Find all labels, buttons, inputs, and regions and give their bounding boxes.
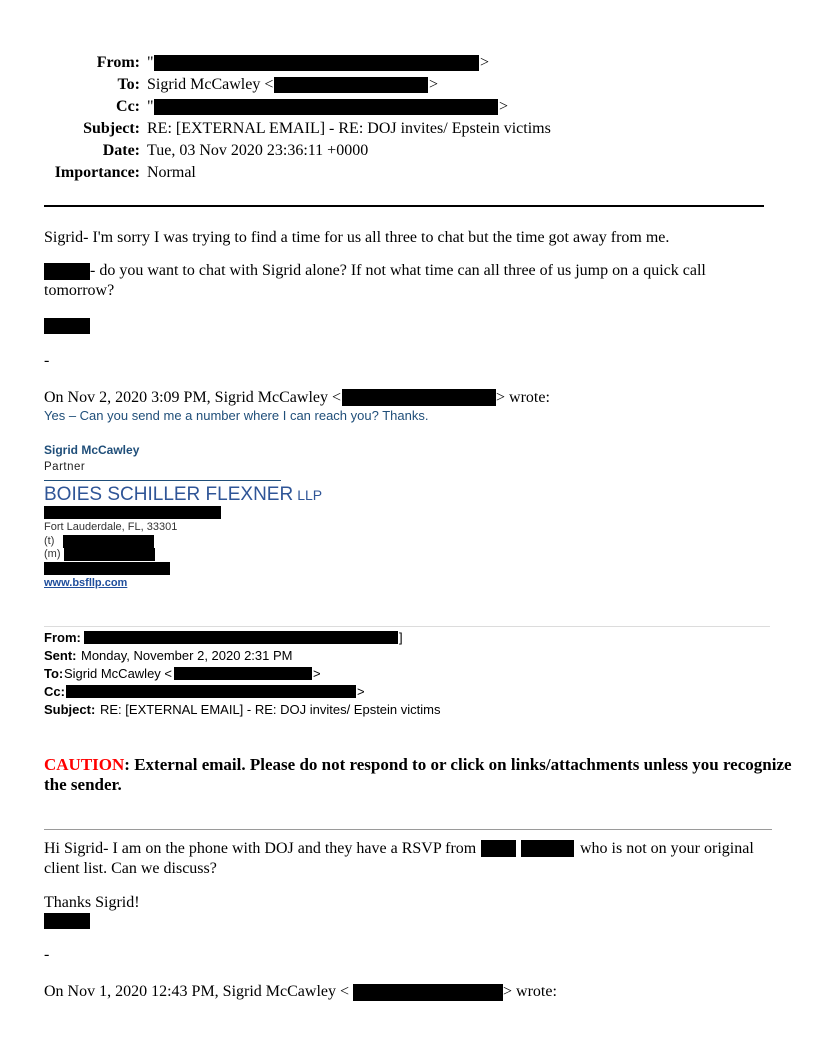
redaction <box>521 840 574 857</box>
redaction <box>44 562 170 575</box>
redaction <box>64 548 155 561</box>
msg2-dash: - <box>44 946 50 963</box>
to-close: > <box>429 76 439 93</box>
fwd-subject-label: Subject: <box>44 702 96 717</box>
fwd-subject-value: RE: [EXTERNAL EMAIL] - RE: DOJ invites/ Epstein victims <box>100 702 441 717</box>
from-close: > <box>480 54 490 71</box>
redaction <box>66 685 356 698</box>
msg2-quote-suffix: > wrote: <box>503 983 557 1000</box>
redaction <box>44 318 90 334</box>
fwd-cc-close: > <box>357 684 365 699</box>
redaction <box>353 984 503 1001</box>
redaction <box>44 506 221 519</box>
signature-title: Partner <box>44 461 86 473</box>
from-label: From: <box>96 54 140 71</box>
fwd-from-close: ] <box>399 630 403 645</box>
firm-logo <box>44 484 322 506</box>
from-value: " <box>147 54 154 71</box>
msg2-line-1-suffix: who is not on your original <box>580 840 754 857</box>
fwd-sent-value: Monday, November 2, 2020 2:31 PM <box>81 648 293 663</box>
to-label: To: <box>117 76 140 93</box>
msg2-line-1b: client list. Can we discuss? <box>44 860 217 877</box>
body-line-2b: tomorrow? <box>44 282 115 299</box>
redaction <box>154 99 498 115</box>
redaction <box>44 913 90 929</box>
website-link[interactable]: www.bsfllp.com <box>44 577 128 589</box>
reply-line: Yes – Can you send me a number where I can reach you? Thanks. <box>44 408 429 423</box>
caution-banner <box>44 755 792 775</box>
caution-text: : External email. Please do not respond to or click on links/attachments unless you recognize <box>124 755 792 774</box>
importance-value: Normal <box>147 164 196 181</box>
msg2-quote-intro: On Nov 1, 2020 12:43 PM, Sigrid McCawley < <box>44 983 350 1000</box>
forward-divider <box>44 626 770 627</box>
to-value: Sigrid McCawley < <box>147 76 274 93</box>
redaction <box>174 667 312 680</box>
header-divider <box>44 205 764 207</box>
fwd-to-close: > <box>313 666 321 681</box>
signature-rule <box>44 480 281 481</box>
fwd-to-label: To: <box>44 666 64 681</box>
fwd-from-label: From: <box>44 630 81 645</box>
phone-m-label: (m) <box>44 548 61 560</box>
quote-intro-1-suffix: > wrote: <box>496 389 550 406</box>
fwd-cc-label: Cc: <box>44 684 65 699</box>
fwd-to-value: Sigrid McCawley < <box>64 666 173 681</box>
phone-t-label: (t) <box>44 535 55 547</box>
cc-label: Cc: <box>116 98 140 115</box>
caution-text-2: the sender. <box>44 775 122 794</box>
redaction <box>44 263 90 280</box>
quote-intro-1: On Nov 2, 2020 3:09 PM, Sigrid McCawley < <box>44 389 342 406</box>
signature-city: Fort Lauderdale, FL, 33301 <box>44 521 178 533</box>
date-value: Tue, 03 Nov 2020 23:36:11 +0000 <box>147 142 369 159</box>
date-label: Date: <box>102 142 140 159</box>
caution-divider <box>44 829 772 830</box>
cc-close: > <box>499 98 509 115</box>
firm-suffix: LLP <box>297 487 323 503</box>
msg2-thanks: Thanks Sigrid! <box>44 894 140 911</box>
firm-name: BOIES SCHILLER FLEXNER <box>44 484 294 505</box>
msg2-line-1: Hi Sigrid- I am on the phone with DOJ and they have a RSVP from <box>44 840 477 857</box>
subject-value: RE: [EXTERNAL EMAIL] - RE: DOJ invites/ Epstein victims <box>147 120 551 137</box>
dash-separator: - <box>44 352 50 369</box>
redaction <box>342 389 496 406</box>
signature-name: Sigrid McCawley <box>44 443 140 457</box>
redaction <box>63 535 154 548</box>
body-line-2: - do you want to chat with Sigrid alone? If not what time can all three of us jump on a quick call <box>90 262 706 279</box>
redaction <box>481 840 516 857</box>
fwd-sent-label: Sent: <box>44 648 77 663</box>
redaction <box>84 631 398 644</box>
caution-label: CAUTION <box>44 755 125 774</box>
subject-label: Subject: <box>83 120 140 137</box>
importance-label: Importance: <box>54 164 140 181</box>
redaction <box>154 55 479 71</box>
cc-value: " <box>147 98 154 115</box>
redaction <box>274 77 428 93</box>
body-line-1: Sigrid- I'm sorry I was trying to find a time for us all three to chat but the time got away from me. <box>44 229 670 246</box>
